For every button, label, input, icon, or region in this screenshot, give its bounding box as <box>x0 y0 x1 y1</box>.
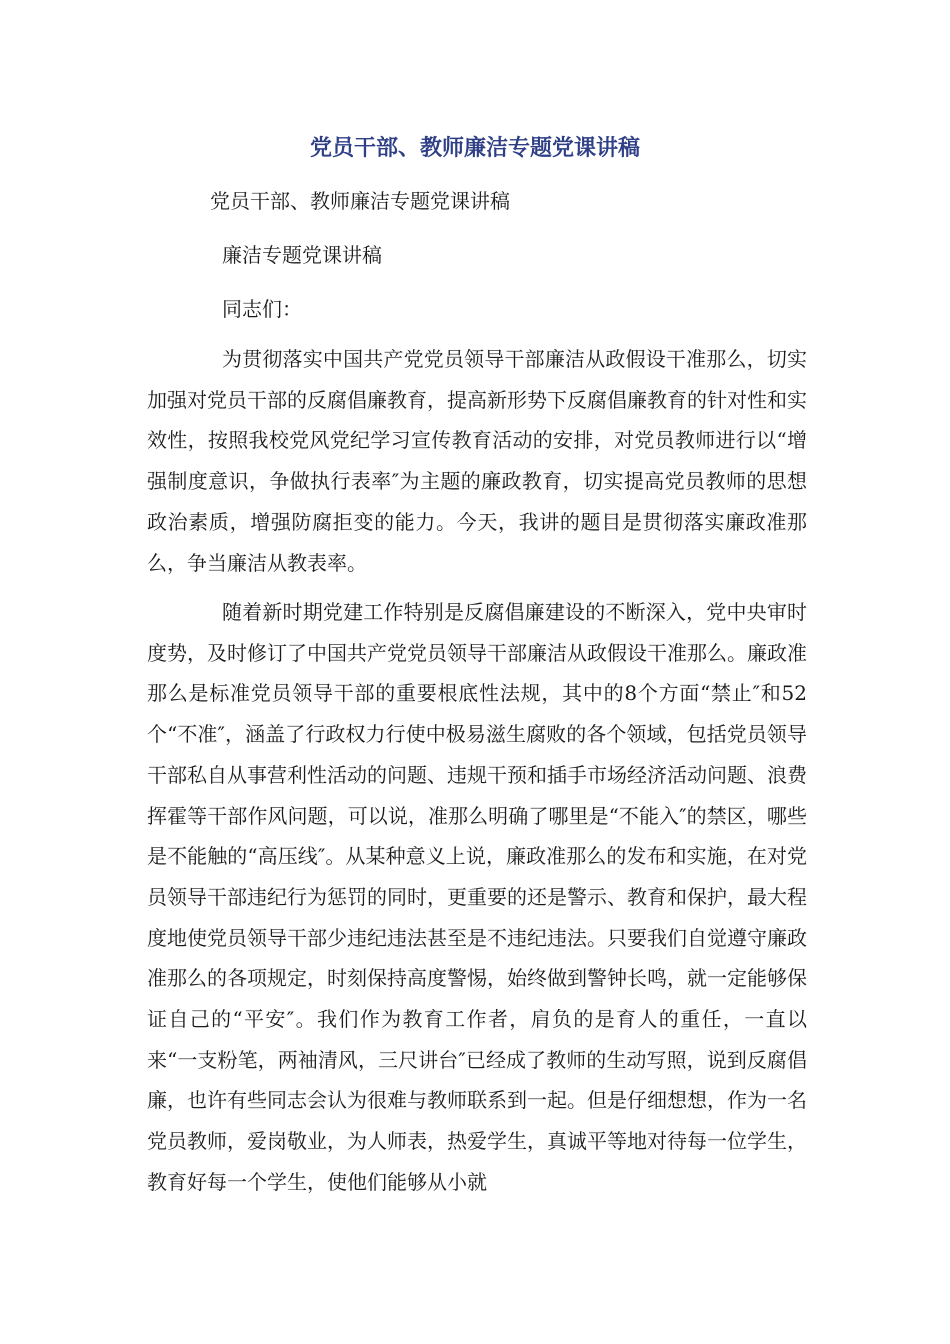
section-heading: 廉洁专题党课讲稿 <box>222 243 382 267</box>
paragraph-2: 随着新时期党建工作特别是反腐倡廉建设的不断深入，党中央审时度势，及时修订了中国共产党党员领导干部廉洁从政假设干准那么。廉政准那么是标准党员领导干部的重要根底性法规，其中的8个方面“禁止″和52个“不准″，涵盖了行政权力行使中极易滋生腐败的各个领域，包括党员领导干部私自从事营利性活动的问题、违规干预和插手市场经济活动问题、浪费挥霍等干部作风问题，可以说，准那么明确了哪里是“不能入″的禁区，哪些是不能触的“高压线″。从某种意义上说，廉政准那么的发布和实施，在对党员领导干部违纪行为惩罚的同时，更重要的还是警示、教育和保护，最大程度地使党员领导干部少违纪违法甚至是不违纪违法。只要我们自觉遵守廉政准那么的各项规定，时刻保持高度警惕，始终做到警钟长鸣，就一定能够保证自己的“平安″。我们作为教育工作者，肩负的是育人的重任，一直以来“一支粉笔，两袖清风，三尺讲台″已经成了教师的生动写照，说到反腐倡廉，也许有些同志会认为很难与教师联系到一起。但是仔细想想，作为一名党员教师，爱岗敬业，为人师表，热爱学生，真诚平等地对待每一位学生，教育好每一个学生，使他们能够从小就 <box>147 600 807 1194</box>
salutation: 同志们： <box>222 297 302 321</box>
document-title: 党员干部、教师廉洁专题党课讲稿 <box>309 136 640 161</box>
paragraph-1: 为贯彻落实中国共产党党员领导干部廉洁从政假设干准那么，切实加强对党员干部的反腐倡廉教育，提高新形势下反腐倡廉教育的针对性和实效性，按照我校党风党纪学习宣传教育活动的安排，对党员教师进行以“增强制度意识，争做执行表率″为主题的廉政教育，切实提高党员教师的思想政治素质，增强防腐拒变的能力。今天，我讲的题目是贯彻落实廉政准那么，争当廉洁从教表率。 <box>147 347 807 575</box>
document-subtitle: 党员干部、教师廉洁专题党课讲稿 <box>210 189 510 213</box>
